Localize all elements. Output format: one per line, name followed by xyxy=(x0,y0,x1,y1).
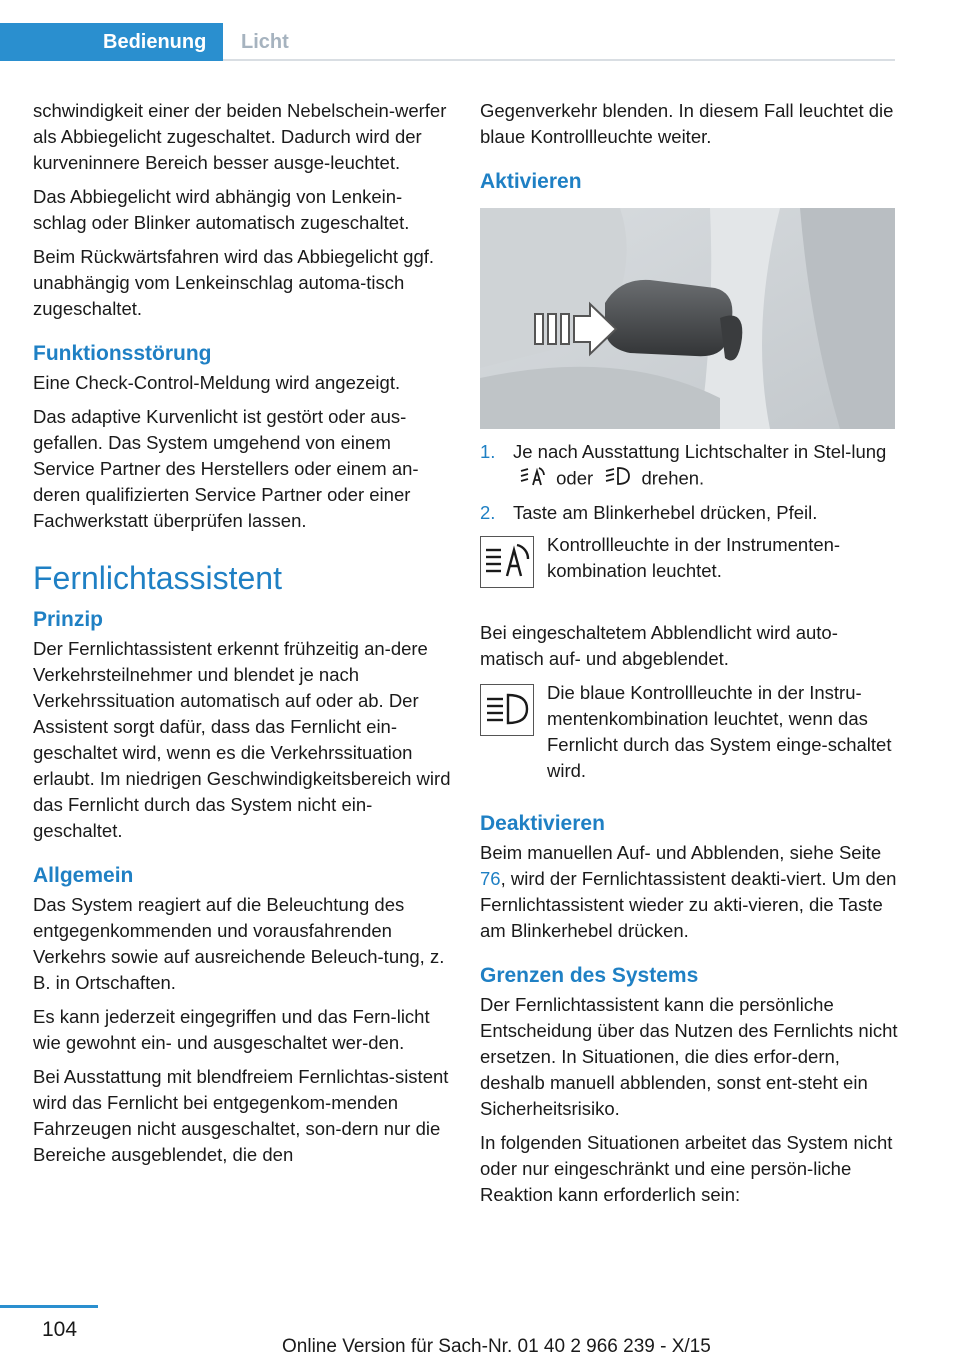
section-title-fernlichtassistent: Fernlichtassistent xyxy=(33,560,282,596)
paragraph: Gegenverkehr blenden. In diesem Fall leuchtet die blaue Kontrollleuchte weiter. xyxy=(480,100,894,147)
low-beam-icon xyxy=(604,465,630,494)
list-item xyxy=(480,439,898,494)
indicator-note-auto xyxy=(480,532,898,612)
steps-list xyxy=(480,439,898,526)
note-text: Kontrollleuchte in der Instrumenten-kombination leuchtet. xyxy=(547,534,841,581)
heading-deaktivieren: Deaktivieren xyxy=(480,812,605,835)
tab-bedienung[interactable]: Bedienung xyxy=(0,23,223,61)
paragraph-text: Beim manuellen Auf- und Abblenden, siehe Seite xyxy=(480,842,882,863)
page-number: 104 xyxy=(42,1318,78,1341)
right-column xyxy=(480,98,898,1216)
header-tabs xyxy=(0,23,895,61)
paragraph: schwindigkeit einer der beiden Nebelschein-werfer als Abbiegelicht zugeschaltet. Dadurch wird der kurveninnere Bereich besser ausge-leuchtet. xyxy=(33,100,447,173)
list-item xyxy=(480,500,898,526)
footer-rule xyxy=(0,1305,98,1308)
paragraph: Es kann jederzeit eingegriffen und das Fern-licht wie gewohnt ein- und ausgeschaltet wer-den. xyxy=(33,1006,430,1053)
heading-funktionsstoerung: Funktionsstörung xyxy=(33,342,212,365)
step-number: 1. xyxy=(480,441,496,462)
step-number: 2. xyxy=(480,502,496,523)
paragraph: Das adaptive Kurvenlicht ist gestört oder aus-gefallen. Das System umgehend von einem Service Partner des Herstellers oder einem an-deren qualifizierten Service Partner oder einer Fachwerkstatt überprüfen lassen. xyxy=(33,406,419,531)
high-beam-icon xyxy=(480,684,534,736)
paragraph: Der Fernlichtassistent kann die persönliche Entscheidung über das Nutzen des Fernlichts nicht ersetzen. In Situationen, die dies erfor-dern, deshalb manuell abblenden, sonst ent-steht ein Sicherheitsrisiko. xyxy=(480,994,898,1119)
step-text: drehen. xyxy=(641,467,705,489)
heading-grenzen: Grenzen des Systems xyxy=(480,964,699,987)
indicator-note-blue xyxy=(480,680,898,784)
paragraph-text: , wird der Fernlichtassistent deakti-viert. Um den Fernlichtassistent wieder zu akti-vieren, die Taste am Blinkerhebel drücken. xyxy=(480,868,897,941)
heading-aktivieren: Aktivieren xyxy=(480,170,582,193)
left-column xyxy=(33,98,451,1176)
paragraph: Beim Rückwärtsfahren wird das Abbiegelicht ggf. unabhängig vom Lenkeinschlag automa-tisch zugeschaltet. xyxy=(33,246,435,319)
paragraph xyxy=(480,840,898,944)
heading-allgemein: Allgemein xyxy=(33,864,134,887)
step-text: Taste am Blinkerhebel drücken, Pfeil. xyxy=(513,502,818,523)
footer-version: Online Version für Sach-Nr. 01 40 2 966 239 - X/15 xyxy=(282,1336,711,1357)
paragraph: Bei eingeschaltetem Abblendlicht wird auto-matisch auf- und abgeblendet. xyxy=(480,622,838,669)
turn-signal-lever-photo xyxy=(480,208,895,429)
paragraph: In folgenden Situationen arbeitet das System nicht oder nur eingeschränkt und eine persön-liche Reaktion kann erforderlich sein: xyxy=(480,1132,893,1205)
paragraph: Der Fernlichtassistent erkennt frühzeitig an-dere Verkehrsteilnehmer und blendet je nach Verkehrssituation automatisch auf oder ab. Der Assistent sorgt dafür, dass das Fernlicht ein-geschaltet wird, wenn es die Verkehrssituation erlaubt. Im niedrigen Geschwindigkeitsbereich wird das Fernlicht durch das System nicht ein-geschaltet. xyxy=(33,638,451,841)
page-link[interactable]: 76 xyxy=(480,868,501,889)
paragraph: Bei Ausstattung mit blendfreiem Fernlichtas-sistent wird das Fernlicht bei entgegenkom-menden Fahrzeugen nicht ausgeschaltet, son-dern nur die Bereiche ausgeblendet, die den xyxy=(33,1066,449,1165)
paragraph: Eine Check-Control-Meldung wird angezeigt. xyxy=(33,372,401,393)
tab-licht[interactable]: Licht xyxy=(223,23,895,61)
note-text: Die blaue Kontrollleuchte in der Instru-mentenkombination leuchtet, wenn das Fernlicht durch das System einge-schaltet wird. xyxy=(547,682,892,781)
high-beam-assist-icon xyxy=(480,536,534,588)
auto-light-icon xyxy=(519,465,545,494)
paragraph: Das Abbiegelicht wird abhängig von Lenkein-schlag oder Blinker automatisch zugeschaltet. xyxy=(33,186,410,233)
heading-prinzip: Prinzip xyxy=(33,608,104,631)
step-text: Je nach Ausstattung Lichtschalter in Stel-lung xyxy=(513,441,887,462)
step-text: oder xyxy=(556,467,594,489)
paragraph: Das System reagiert auf die Beleuchtung des entgegenkommenden und vorausfahrenden Verkehrs sowie auf ausreichende Beleuch-tung, z. B. in Ortschaften. xyxy=(33,894,445,993)
